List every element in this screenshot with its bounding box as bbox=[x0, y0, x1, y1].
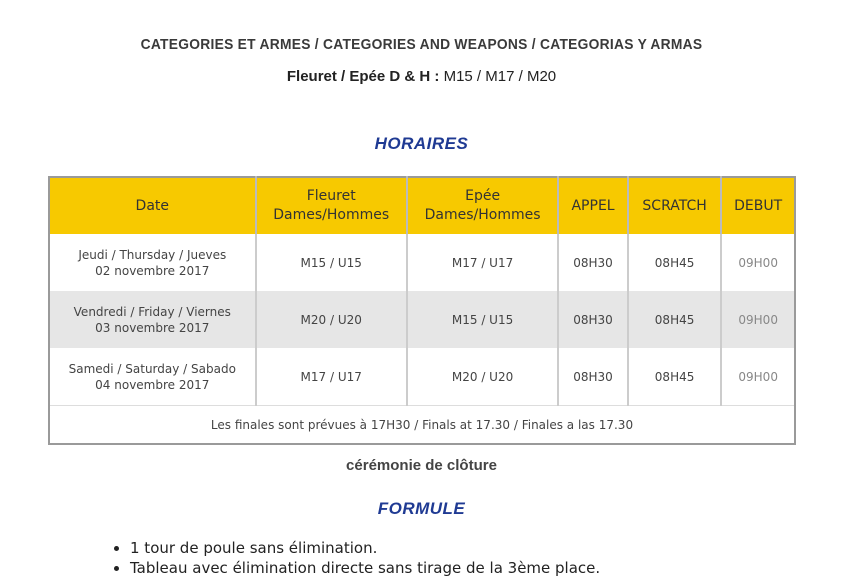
table-header-row bbox=[49, 177, 795, 234]
appel-cell: 08H30 bbox=[558, 234, 628, 291]
categories-value: M15 / M17 / M20 bbox=[443, 68, 557, 85]
date-cell bbox=[49, 291, 256, 348]
day-label: Vendredi / Friday / Viernes bbox=[73, 304, 231, 319]
header-date: Date bbox=[49, 177, 256, 234]
header-epee bbox=[407, 177, 558, 234]
finals-note: Les finales sont prévues à 17H30 / Finals at 17.30 / Finales a las 17.30 bbox=[49, 406, 795, 445]
date-cell bbox=[49, 348, 256, 406]
header-epee-line1: Epée bbox=[465, 188, 501, 204]
list-item: • Tableau avec élimination directe sans tirage de la 3ème place. bbox=[130, 558, 600, 578]
header-fleuret-line1: Fleuret bbox=[306, 188, 356, 204]
table-row bbox=[49, 234, 795, 291]
finals-row bbox=[49, 406, 795, 445]
debut-cell: 09H00 bbox=[738, 255, 778, 270]
formule-heading: FORMULE bbox=[377, 499, 466, 518]
date-cell bbox=[49, 234, 256, 291]
epee-cell: M17 / U17 bbox=[407, 234, 558, 291]
fleuret-cell: M17 / U17 bbox=[256, 348, 407, 406]
header-fleuret bbox=[256, 177, 407, 234]
schedule-table bbox=[48, 176, 796, 445]
day-label: Samedi / Saturday / Sabado bbox=[68, 361, 236, 376]
appel-cell: 08H30 bbox=[558, 348, 628, 406]
debut-cell: 09H00 bbox=[738, 369, 778, 384]
closing-ceremony-label: cérémonie de clôture bbox=[346, 457, 497, 474]
debut-cell: 09H00 bbox=[721, 291, 795, 348]
date-label: 02 novembre 2017 bbox=[95, 263, 210, 278]
horaires-heading: HORAIRES bbox=[374, 134, 469, 153]
day-label: Jeudi / Thursday / Jueves bbox=[78, 247, 227, 262]
header-fleuret-line2: Dames/Hommes bbox=[273, 207, 390, 223]
appel-cell: 08H30 bbox=[558, 291, 628, 348]
list-item: • 1 tour de poule sans élimination. bbox=[130, 538, 600, 558]
scratch-cell: 08H45 bbox=[628, 234, 722, 291]
epee-cell: M20 / U20 bbox=[407, 348, 558, 406]
scratch-cell: 08H45 bbox=[628, 291, 722, 348]
weapons-label: Fleuret / Epée D & H : bbox=[286, 68, 440, 85]
weapons-categories-line bbox=[0, 68, 843, 85]
table-row bbox=[49, 348, 795, 406]
date-label: 04 novembre 2017 bbox=[95, 377, 210, 392]
page-title: CATEGORIES ET ARMES / CATEGORIES AND WEAPONS / CATEGORIAS Y ARMAS bbox=[140, 36, 703, 53]
fleuret-cell: M20 / U20 bbox=[256, 291, 407, 348]
fleuret-cell: M15 / U15 bbox=[256, 234, 407, 291]
header-scratch: SCRATCH bbox=[628, 177, 722, 234]
table-row bbox=[49, 291, 795, 348]
header-debut: DEBUT bbox=[721, 177, 795, 234]
scratch-cell: 08H45 bbox=[628, 348, 722, 406]
date-label: 03 novembre 2017 bbox=[95, 320, 210, 335]
epee-cell: M15 / U15 bbox=[407, 291, 558, 348]
header-epee-line2: Dames/Hommes bbox=[424, 207, 541, 223]
header-appel: APPEL bbox=[558, 177, 628, 234]
formule-list bbox=[112, 538, 600, 578]
